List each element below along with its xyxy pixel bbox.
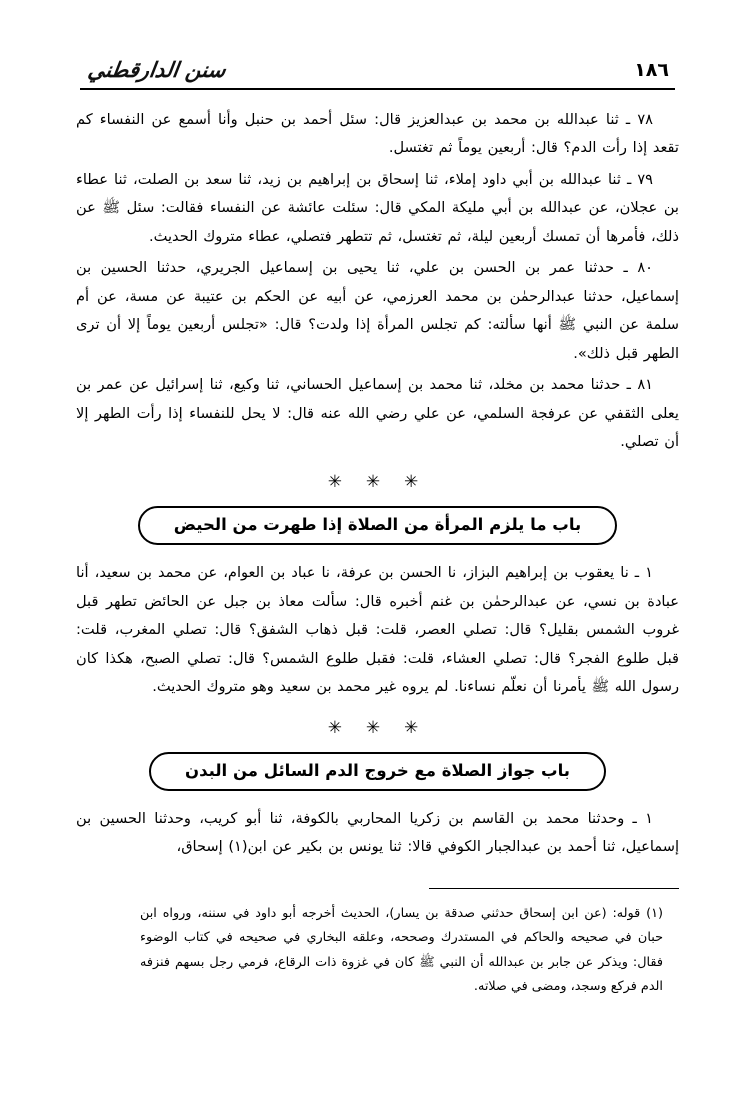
chapter-1-hadith-1: ١ ـ نا يعقوب بن إبراهيم البزاز، نا الحسن بن عرفة، نا عباد بن العوام، عن محمد بن سعيد، أنا عبادة بن نسي، عن عبدالرحمٰن بن غنم أخبره قال: سألت معاذ بن جبل عن الحائض تطهر قبل غروب الشمس بقليل؟ قال: تصلي العصر، قلت: قبل ذهاب الشفق؟ قال: تصلي المغرب، قلت: قبل طلوع الفجر؟ قال: تصلي العشاء، قلت: فقبل طلوع الشمس؟ قال: تصلي الصبح، هكذا كان رسول الله ﷺ يأمرنا أن نعلّم نساءنا. لم يروه غير محمد بن سعيد وهو متروك الحديث. xyxy=(76,564,679,696)
section-separator-1: ✳ ✳ ✳ xyxy=(327,472,428,493)
hadith-80: ٨٠ ـ حدثنا عمر بن الحسن بن علي، ثنا يحيى بن إسماعيل الجريري، حدثنا الحسين بن إسماعيل، حدثنا عبدالرحمٰن بن محمد العرزمي، عن أبيه عن الحكم بن عتيبة عن مسة، عن أم سلمة عن النبي ﷺ أنها سألته: كم تجلس المرأة إذا ولدت؟ قال: «تجلس أربعين يوماً إلا أن ترى الطهر قبل ذلك». xyxy=(76,259,679,362)
page-number: ١٨٦ xyxy=(634,59,669,81)
header-divider xyxy=(80,88,675,90)
footnote-marker: (١) xyxy=(646,905,663,921)
chapter-heading-wrap-2 xyxy=(70,752,685,791)
hadith-78: ٧٨ ـ ثنا عبدالله بن محمد بن عبدالعزيز قال: سئل أحمد بن حنبل وأنا أسمع عن النفساء كم تقعد إذا رأت الدم؟ قال: أربعين يوماً ثم تغتسل. xyxy=(76,111,679,157)
chapter-heading-2: باب جواز الصلاة مع خروج الدم السائل من البدن xyxy=(149,752,606,791)
hadith-81: ٨١ ـ حدثنا محمد بن مخلد، ثنا محمد بن إسماعيل الحساني، ثنا وكيع، ثنا إسرائيل عن عمر بن يعلى الثقفي عن عرفجة السلمي، عن علي رضي الله عنه قال: لا يحل للنفساء إذا رأت الطهر إلا أن تصلي. xyxy=(76,376,679,450)
hadith-79: ٧٩ ـ ثنا عبدالله بن أبي داود إملاء، ثنا إسحاق بن إبراهيم بن زيد، ثنا سعد بن الصلت، ثنا عطاء بن عجلان، عن عبدالله بن أبي مليكة المكي قال: سئلت عائشة عن النفساء فقالت: سئل ﷺ عن ذلك، فأمرها أن تمسك أربعين ليلة، ثم تغتسل، ثم تتطهر فتصلي، عطاء متروك الحديث. xyxy=(76,170,679,245)
page-header xyxy=(70,58,685,82)
chapter-heading-wrap-1 xyxy=(70,506,685,545)
book-title: سنن الدارقطني xyxy=(86,58,228,82)
chapter-heading-1: باب ما يلزم المرأة من الصلاة إذا طهرت من الحيض xyxy=(138,506,618,545)
section-separator-2: ✳ ✳ ✳ xyxy=(327,717,428,738)
chapter-2-hadith-1: ١ ـ وحدثنا محمد بن القاسم بن زكريا المحاربي بالكوفة، ثنا أبو كريب، وحدثنا الحسين بن إسماعيل، ثنا أحمد بن عبدالجبار الكوفي قالا: ثنا يونس بن بكير عن ابن(١) إسحاق، xyxy=(76,809,679,856)
footnote-text xyxy=(70,902,685,999)
footnote-divider xyxy=(429,888,679,890)
footnote-body: قوله: (عن ابن إسحاق حدثني صدقة بن يسار)، الحديث أخرجه أبو داود في سننه، ورواه ابن حبان في صحيحه والحاكم في المستدرك وصححه، وعلقه البخاري في صحيحه في كتاب الوضوء فقال: ويذكر عن جابر بن عبدالله أن النبي ﷺ كان في غزوة ذات الرقاع، فرمي رجل بسهم فنزفه الدم فركع وسجد، ومضى في صلاته. xyxy=(140,905,663,994)
